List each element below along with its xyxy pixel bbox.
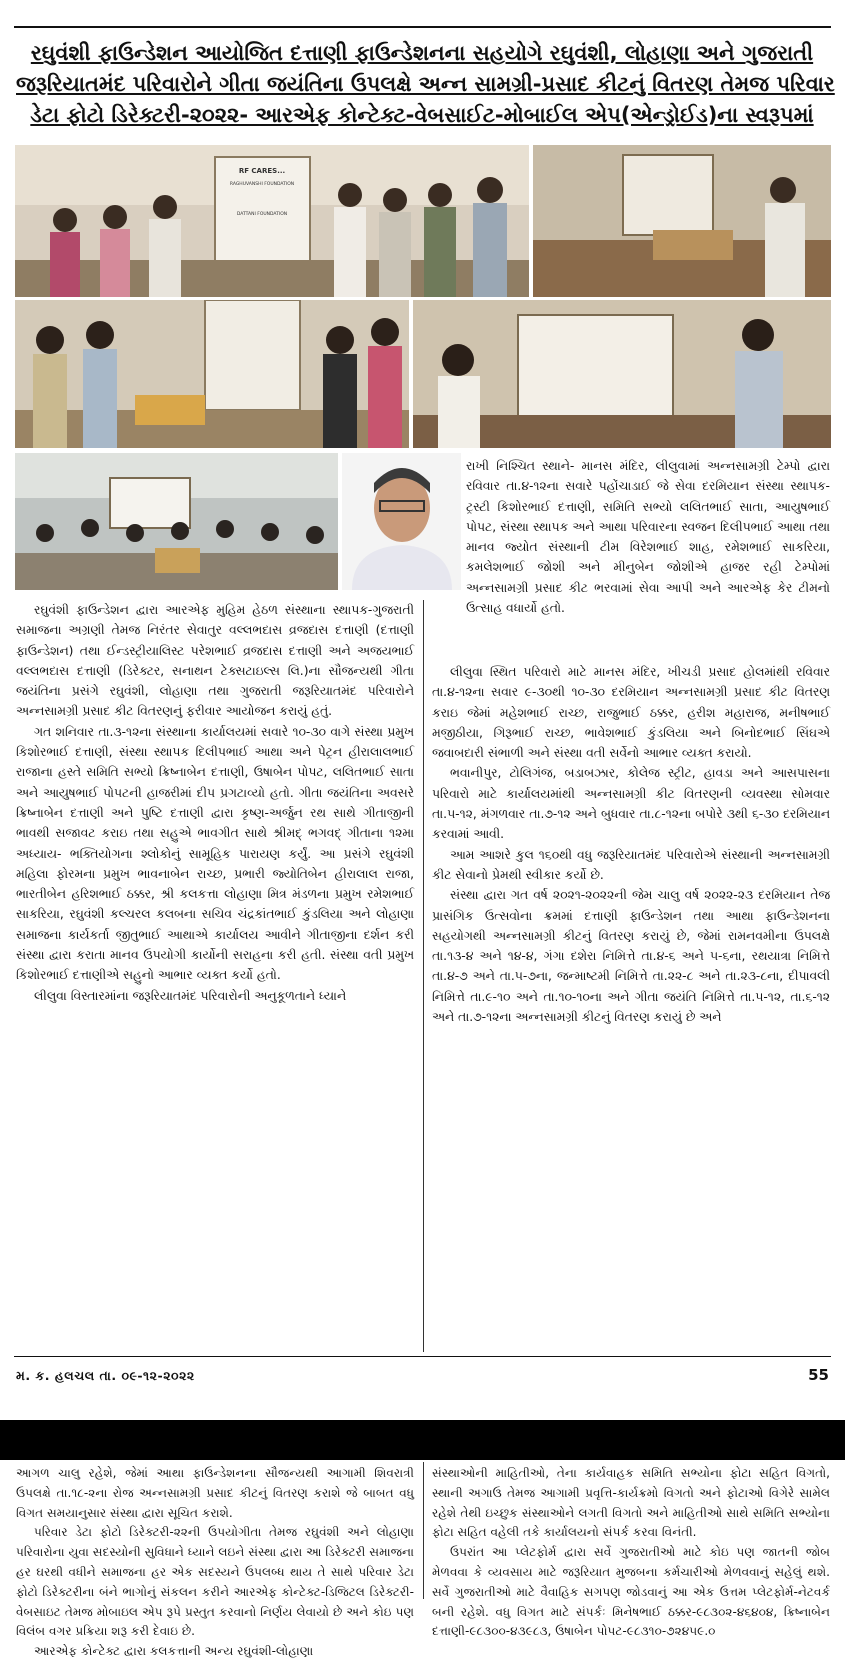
article-right-column [432, 662, 830, 1027]
page-number: 55 [808, 1366, 829, 1384]
article-right-column-top [466, 456, 830, 618]
event-photo-women-members [15, 300, 409, 448]
top-rule [14, 26, 831, 28]
event-photo-leaders-with-banner [413, 300, 831, 448]
page2-left-column [16, 1464, 414, 1662]
magazine-page-56 [0, 1460, 845, 1659]
left-paragraph-1: રઘુવંશી ફાઉન્ડેશન દ્વારા આરએફ મુહિમ હેઠળ સંસ્થાના સ્થાપક-ગુજરાતી સમાજના અગ્રણી તેમજ નિરંતર સેવાતુર વલ્લભદાસ વ્રજદાસ દત્તાણી (દત્તાણી ફાઉન્ડેશન) તથા ઈન્ડસ્ટ્રીયાલિસ્ટ પરેશભાઈ વ્રજદાસ દત્તાણી અને અજયભાઈ વલ્લભદાસ દત્તાણી (ડિરેક્ટર, સનાથન ટેક્સટાઇલ્સ લિ.)ના સૌજન્યથી ગીતા જયંતિના પ્રસંગે રઘુવંશી, લોહાણા તથા ગુજરાતી જરૂરિયાતમંદ પરિવારોને અન્નસામગ્રી પ્રસાદ કીટ વિતરણનું ફરીવાર આયોજન કરાયું હતું. [16, 603, 414, 719]
banner-org2: DATTANI FOUNDATION [236, 212, 288, 217]
left-paragraph-2: ગત શનિવાર તા.૩-૧૨ના સંસ્થાના કાર્યાલયમાં સવારે ૧૦-૩૦ વાગે સંસ્થા પ્રમુખ કિશોરભાઈ દત્તાણી, સંસ્થા સ્થાપક દિલીપભાઈ આથા અને પેટ્રન હીરાલાલભાઈ રાજાના હસ્તે સમિતિ સભ્યો ક્રિષ્નાબેન દત્તાણી, ઉષાબેન પોપટ, લલિતભાઈ સાતા અને આયુષભાઈ પોપટની હાજરીમાં દીપ પ્રગટાવ્યો હતો. ગીતા જયંતિના અવસરે ક્રિષ્નાબેન દત્તાણી અને પુષ્ટિ દત્તાણી દ્વારા કૃષ્ણ-અર્જુન રથ સાથે ગીતાજીની ભાવથી સજાવટ કરાઇ તથા સહુએ ભાવગીત સાથે શ્રીમદ્ ભગવદ્ ગીતાના ૧૨મા અધ્યાય- ભક્તિયોગના શ્લોકોનું સામૂહિક પારાયણ કર્યું. આ પ્રસંગે રઘુવંશી મહિલા ફોરમના પ્રમુખ ભાવનાબેન રાચ્છ, પ્રભારી જ્યોતિબેન હીરાલાલ રાજા, ભારતીબેન હરિશભાઈ ઠક્કર, શ્રી કલકત્તા લોહાણા મિત્ર મંડળના પ્રમુખ રમેશભાઈ સાકરિયા, રઘુવંશી કલ્ચરલ કલબના સચિવ ચંદ્રકાંતભાઈ કુંડલિયા અને લોહાણા સમાજના કાર્યકર્તા જીતુભાઈ આથાએ કાર્યાલય આવીને ગીતાજીના દર્શન કરી સંસ્થા દ્વારા કરાતા માનવ ઉપયોગી કાર્યોની સરાહના કરી હતી. સંસ્થા વતી પ્રમુખ કિશોરભાઈ દત્તાણીએ સહુનો આભાર વ્યક્ત કર્યો હતો. [16, 724, 414, 983]
event-photo-group-with-banner [15, 145, 529, 297]
column-divider [423, 600, 424, 1352]
event-photo-lamp-lighting [533, 145, 831, 297]
bottom-rule [14, 1356, 831, 1357]
banner-title: RF CARES... [238, 167, 286, 175]
right-paragraph-3: ભવાનીપુર, ટોલિગંજ, બડાબઝાર, કોલેજ સ્ટ્રીટ, હાવડા અને આસપાસના પરિવારો માટે કાર્યાલયમાંથી અન્નસામગ્રી કીટ વિતરણની વ્યવસ્થા સોમવાર તા.૫-૧૨, મંગળવાર તા.૭-૧૨ અને બુધવાર તા.૮-૧૨ના બપોરે ૩થી ૬-૩૦ દરમિયાન કરવામાં આવી. [432, 766, 830, 842]
right-paragraph-4: આમ આશરે કુલ ૧૬૦થી વધુ જરૂરિયાતમંદ પરિવારોએ સંસ્થાની અન્નસામગ્રી કીટ સેવાનો પ્રેમથી સ્વીકાર કર્યો છે. [432, 847, 830, 882]
page-gap [0, 1420, 845, 1460]
right-paragraph-5: સંસ્થા દ્વારા ગત વર્ષ ૨૦૨૧-૨૦૨૨ની જેમ ચાલુ વર્ષ ૨૦૨૨-૨૩ દરમિયાન તેજ પ્રાસંગિક ઉત્સવોના ક્રમમાં દત્તાણી ફાઉન્ડેશન તથા આથા ફાઉન્ડેશનના સહયોગથી અન્નસામગ્રી કીટનું વિતરણ કરાયું છે, જેમાં રામનવમીના ઉપલક્ષે તા.૧૩-૪ અને ૧૪-૪, ગંગા દશેરા નિમિત્તે તા.૪-૬ અને ૫-૬ના, રથયાત્રા નિમિત્તે તા.૪-૭ અને તા.૫-૭ના, જન્માષ્ટમી નિમિત્તે તા.૨૨-૮ અને તા.૨૩-૮ના, દીપાવલી નિમિત્તે તા.૯-૧૦ અને તા.૧૦-૧૦ના અને ગીતા જયંતિ નિમિત્તે તા.૫-૧૨, તા.૬-૧૨ અને તા.૭-૧૨ના અન્નસામગ્રી કીટનું વિતરણ કરાયું છે અને [432, 888, 830, 1025]
event-photo-distribution [15, 453, 338, 590]
left-paragraph-3: લીલુવા વિસ્તારમાંના જરૂરિયાતમંદ પરિવારોની અનુકૂળતાને ધ્યાને [34, 988, 347, 1003]
headline-line-2: જરૂરિયાતમંદ પરિવારોને ગીતા જયંતિના ઉપલક્ષે અન્ન સામગ્રી-પ્રસાદ કીટનું વિતરણ તેમજ પરિવાર [16, 72, 835, 96]
page2-right-column [432, 1464, 830, 1642]
headline-line-3: ડેટા ફોટો ડિરેક્ટરી-૨૦૨૨- આરએફ કોન્ટેક્ટ-વેબસાઈટ-મોબાઈલ એપ(એન્ડ્રોઈડ)ના સ્વરૂપમાં [30, 103, 814, 127]
right-paragraph-2: લીલુવા સ્થિત પરિવારો માટે માનસ મંદિર, ખીચડી પ્રસાદ હોલમાંથી રવિવાર તા.૪-૧૨ના સવાર ૯-૩૦થી ૧૦-૩૦ દરમિયાન અન્નસામગ્રી પ્રસાદ કીટ વિતરણ કરાઇ જેમાં મહેશભાઈ રાચ્છ, રાજુભાઈ ઠક્કર, હરીશ મહારાજ, મનીષભાઈ મજીઠીયા, ગિરૂભાઈ રાચ્છ, ભાવેશભાઈ કુંડલિયા અને બિનોદભાઈ સિંઘએ જવાબદારી સંભાળી અને સંસ્થા વતી સર્વેનો આભાર વ્યક્ત કરાયો. [432, 665, 830, 761]
page2-right-paragraph-2: ઉપરાંત આ પ્લેટફોર્મ દ્વારા સર્વે ગુજરાતીઓ માટે કોઇ પણ જાતની જોબ મેળવવા કે વ્યવસાય માટે જરૂરિયાત મુજબના કર્મચારીઓ મેળવવાનું સહેલું થશે. સર્વે ગુજરાતીઓ માટે વૈવાહિક સગપણ જોડવાનું આ એક ઉત્તમ પ્લેટફોર્મ-નેટવર્ક બની રહેશે. વધુ વિગત માટે સંપર્કઃ મિનેષભાઈ ઠક્કર-૯૮૩૦૨-૪૬૪૦૪, ક્રિષ્નાબેન દત્તાણી-૯૮૩૦૦-૪૩૯૮૩, ઉષાબેન પોપટ-૯૮૩૧૦-૭૨૪૫૯.૦ [432, 1545, 830, 1639]
page2-left-paragraph-1: આગળ ચાલુ રહેશે, જેમાં આથા ફાઉન્ડેશનના સૌજન્યથી આગામી શિવરાત્રી ઉપલક્ષે તા.૧૮-૨ના રોજ અન્નસામગ્રી પ્રસાદ કીટનું વિતરણ કરાશે જે બાબત વધુ વિગત સમયાનુસાર સંસ્થા દ્વારા સૂચિત કરાશે. [16, 1466, 414, 1520]
article-left-column [16, 600, 414, 1006]
banner-org1: RAGHUVANSHI FOUNDATION [229, 182, 295, 187]
right-paragraph-1: રાખી નિશ્ચિત સ્થાને- માનસ મંદિર, લીલુવામાં અન્નસામગ્રી ટેમ્પો દ્વારા રવિવાર તા.૪-૧૨ના સવારે પહોંચાડાઈ જે સેવા દરમિયાન સંસ્થા સ્થાપક-ટ્રસ્ટી કિશોરભાઈ દત્તાણી, સમિતિ સભ્યો લલિતભાઈ સાતા, આયુષભાઈ પોપટ, સંસ્થા સ્થાપક અને આથા પરિવારના સ્વજન દિલીપભાઈ આથા તથા માનવ જ્યોત સંસ્થાની ટીમ વિરેશભાઈ શાહ, રમેશભાઈ સાકરિયા, કમલેશભાઈ જોશી અને મીનુબેન જોશીએ હાજર રહી ટેમ્પોમાં અન્નસામગ્રી પ્રસાદ કીટ ભરવામાં સેવા આપી અને આરએફ કેર ટીમનો ઉત્સાહ વધાર્યો હતો. [466, 459, 830, 616]
headline [16, 38, 835, 131]
page2-right-paragraph-1: સંસ્થાઓની માહિતીઓ, તેના કાર્યવાહક સમિતિ સભ્યોના ફોટા સહિત વિગતો, સ્થાની અગાઉ તેમજ આગામી પ્રવૃત્તિ-કાર્યક્રમો વિગતો અને ફોટાઓ વિગેરે સામેલ રહેશે તેથી ઇચ્છુક સંસ્થાઓને લગતી વિગતો અને માહિતીઓ સાથે સમિતિ સભ્યોના ફોટા સહિત વહેલી તકે કાર્યાલયનો સંપર્ક કરવા વિનંતી. [432, 1466, 830, 1540]
page2-left-paragraph-3: આરએફ કોન્ટેક્ટ દ્વારા કલકત્તાની અન્ય રઘુવંશી-લોહાણા [34, 1644, 314, 1659]
headline-line-1: રઘુવંશી ફાઉન્ડેશન આયોજિત દત્તાણી ફાઉન્ડેશનના સહયોગે રઘુવંશી, લોહાણા અને ગુજરાતી [30, 41, 814, 65]
publication-footer: મ. ક. હલચલ તા. ૦૯-૧૨-૨૦૨૨ [16, 1368, 195, 1383]
page2-left-paragraph-2: પરિવાર ડેટા ફોટો ડિરેક્ટરી-૨૨ની ઉપયોગીતા તેમજ રઘુવંશી અને લોહાણા પરિવારોના યુવા સદસ્યોની સુવિધાને ધ્યાને લઇને સંસ્થા દ્વારા આ ડિરેક્ટરી સમાજના હર ઘરથી વધીને સમાજના હર એક સદસ્યને ઉપલબ્ધ થાય તે સાથે પરિવાર ડેટા ફોટો ડિરેક્ટરીના બંને ભાગોનું સંકલન કરીને આરએફ કોન્ટેક્ટ-ડિજિટલ ડિરેક્ટરી-વેબસાઇટ તેમજ મોબાઇલ એપ રૂપે પ્રસ્તુત કરવાનો નિર્ણય લેવાયો છે અને કોઇ પણ વિલંબ વગર પ્રક્રિયા શરૂ કરી દેવાઇ છે. [16, 1525, 414, 1639]
page2-column-divider [423, 1462, 424, 1599]
portrait-photo-founder [342, 453, 461, 590]
